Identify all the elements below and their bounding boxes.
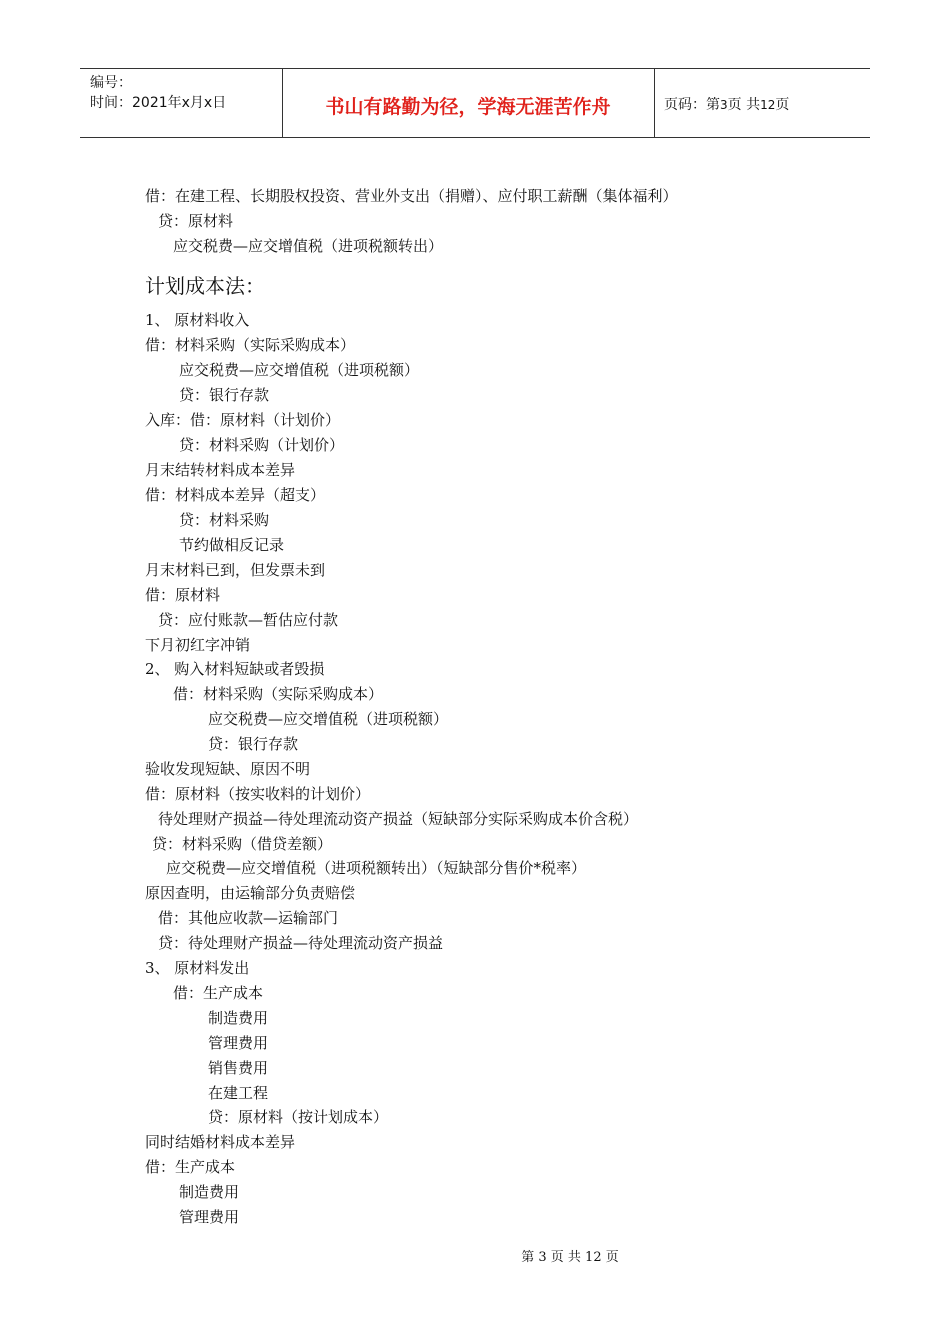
text-line: 制造费用: [208, 1009, 269, 1027]
page-mid: 页 共: [727, 97, 761, 113]
text-line: 应交税费—应交增值税（进项税额）: [179, 361, 420, 379]
text-line: 借：原材料: [145, 586, 221, 604]
text-line: 贷：银行存款: [208, 735, 299, 753]
document-number-label: 编号：: [90, 75, 132, 91]
text-line: 借：原材料（按实收料的计划价）: [145, 785, 371, 803]
section-heading: 计划成本法：: [145, 274, 265, 298]
header-page-cell: [654, 69, 870, 137]
text-line: 借：材料采购（实际采购成本）: [173, 685, 384, 703]
header-motto-cell: [282, 69, 655, 137]
text-line: 销售费用: [208, 1059, 269, 1077]
text-line: 应交税费—应交增值税（进项税额）: [208, 710, 449, 728]
text-line: 同时结婚材料成本差异: [145, 1133, 296, 1151]
text-line: 贷：原材料（按计划成本）: [208, 1108, 389, 1126]
text-line: 原因查明，由运输部分负责赔偿: [145, 884, 356, 902]
text-line: 借：生产成本: [145, 1158, 236, 1176]
page-footer: 第 3 页 共 12 页: [521, 1250, 619, 1265]
header-page-number: [664, 94, 789, 114]
text-line: 下月初红字冲销: [145, 636, 251, 654]
text-line: 管理费用: [208, 1034, 269, 1052]
text-line: 在建工程: [208, 1084, 269, 1102]
text-line: 贷：材料采购: [179, 511, 270, 529]
text-line: 1、 原材料收入: [145, 311, 250, 329]
text-line: 入库：借：原材料（计划价）: [145, 411, 341, 429]
text-line: 管理费用: [179, 1208, 240, 1226]
text-line: 借：生产成本: [173, 984, 264, 1002]
page-prefix: 页码：第: [664, 97, 720, 113]
page-suffix: 页: [775, 97, 790, 113]
text-line: 贷：待处理财产损益—待处理流动资产损益: [158, 934, 444, 952]
text-line: 贷：原材料: [158, 212, 234, 230]
text-line: 借：材料采购（实际采购成本）: [145, 336, 356, 354]
text-line: 制造费用: [179, 1183, 240, 1201]
text-line: 待处理财产损益—待处理流动资产损益（短缺部分实际采购成本价含税）: [158, 810, 639, 828]
page-current: 3: [720, 98, 728, 112]
header-info-cell: [80, 69, 283, 137]
text-line: 应交税费—应交增值税（进项税额转出）（短缺部分售价*税率）: [166, 859, 587, 877]
text-line: 月末材料已到，但发票未到: [145, 561, 326, 579]
text-line: 借：材料成本差异（超支）: [145, 486, 326, 504]
text-line: 贷：应付账款—暂估应付款: [158, 611, 339, 629]
page-total: 12: [760, 98, 776, 112]
text-line: 贷：材料采购（借贷差额）: [152, 835, 333, 853]
text-line: 节约做相反记录: [179, 536, 285, 554]
text-line: 月末结转材料成本差异: [145, 461, 296, 479]
header-motto: 书山有路勤为径，学海无涯苦作舟: [325, 96, 611, 118]
text-line: 贷：材料采购（计划价）: [179, 436, 345, 454]
page-header: [80, 68, 870, 138]
text-line: 借：其他应收款—运输部门: [158, 909, 339, 927]
text-line: 借：在建工程、长期股权投资、营业外支出（捐赠）、应付职工薪酬（集体福利）: [145, 187, 678, 205]
text-line: 验收发现短缺、原因不明: [145, 760, 311, 778]
text-line: 2、 购入材料短缺或者毁损: [145, 660, 325, 678]
text-line: 3、 原材料发出: [145, 959, 250, 977]
text-line: 贷：银行存款: [179, 386, 270, 404]
document-date-label: 时间：2021年x月x日: [90, 95, 227, 111]
text-line: 应交税费—应交增值税（进项税额转出）: [173, 237, 444, 255]
